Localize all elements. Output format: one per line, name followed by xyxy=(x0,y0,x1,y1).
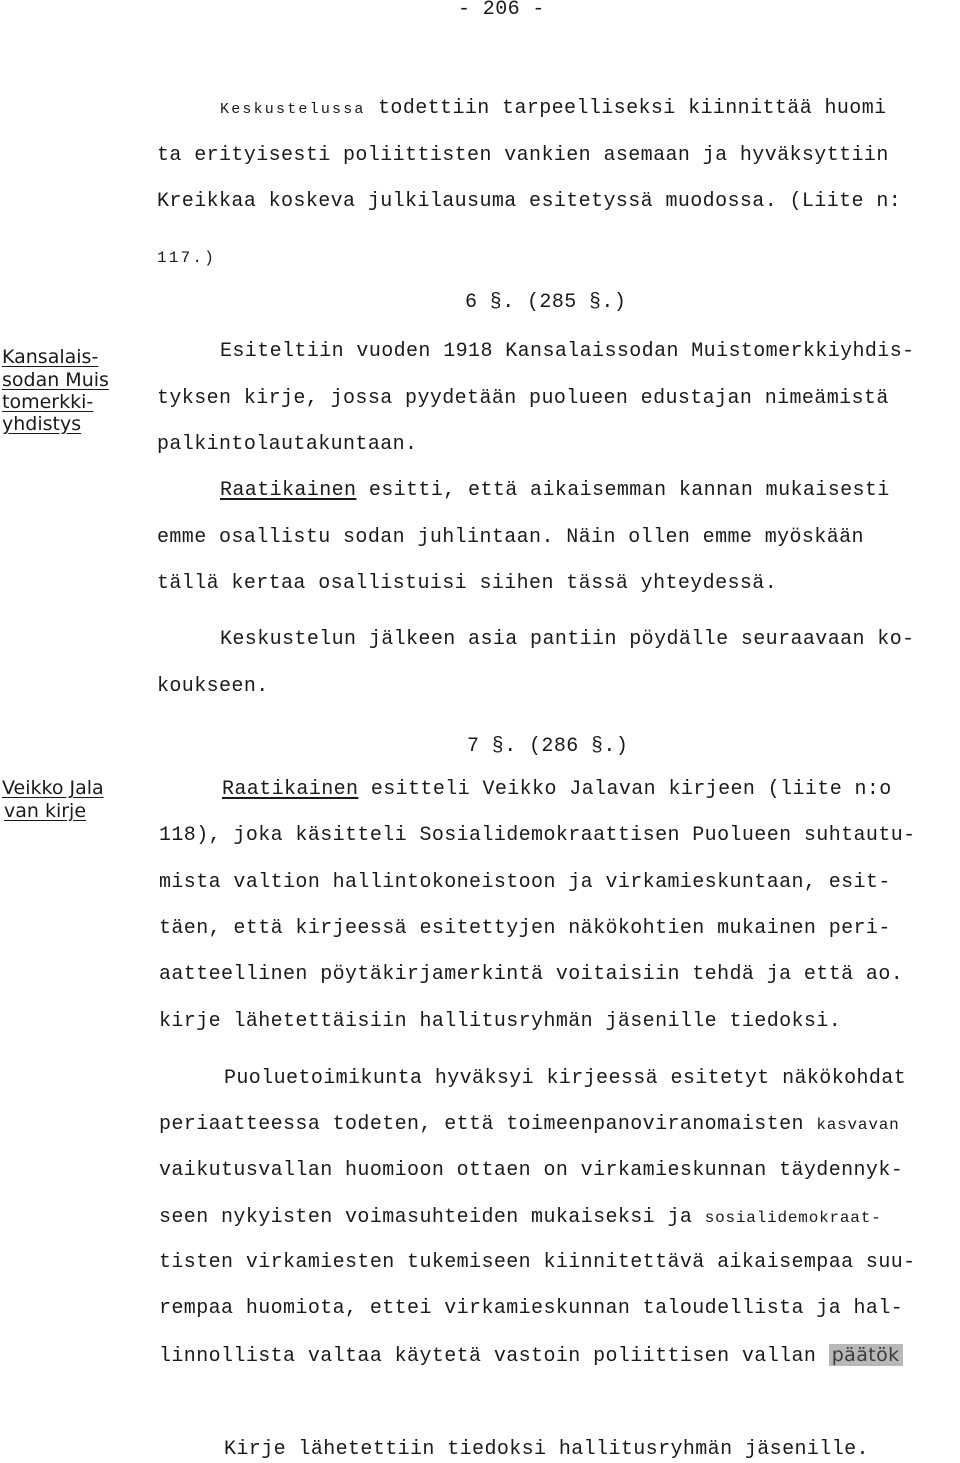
p1-line-1-rest: todettiin tarpeelliseksi kiinnittää huomi xyxy=(365,97,887,120)
section-7-para-1-line-4: täen, että kirjeessä esitettyjen näkökohtien mukainen peri- xyxy=(159,917,891,940)
section-6-margin-line-4: yhdistys xyxy=(2,413,82,435)
section-6-para-1-line-3: palkintolautakuntaan. xyxy=(157,433,418,456)
speaker-name: Raatikainen xyxy=(220,479,357,502)
section-6-para-2-line-3: tällä kertaa osallistuisi siihen tässä yhteydessä. xyxy=(157,572,778,595)
section-6-para-2-line-1 xyxy=(220,479,890,503)
section-6-para-3-line-1: Keskustelun jälkeen asia pantiin pöydälle seuraavaan ko- xyxy=(220,628,915,651)
section-7-para-1-line-1-rest: esitteli Veikko Jalavan kirjeen (liite n:o xyxy=(358,778,892,801)
section-7-margin-line-1: Veikko Jala xyxy=(2,777,104,799)
section-7-para-2-line-7-main: linnollista valtaa käytetä vastoin poliittisen vallan xyxy=(159,1345,829,1368)
section-7-para-1-line-2: 118), joka käsitteli Sosialidemokraattisen Puolueen suhtautu- xyxy=(159,824,916,847)
section-7-para-1-line-6: kirje lähetettäisiin hallitusryhmän jäsenille tiedoksi. xyxy=(159,1010,842,1033)
section-7-para-2-line-4-main: seen nykyisten voimasuhteiden mukaiseksi ja xyxy=(159,1206,705,1229)
p1-line-1 xyxy=(220,97,887,122)
p1-line-4: 117.) xyxy=(157,249,217,267)
section-7-para-3: Kirje lähetettiin tiedoksi hallitusryhmän jäsenille. xyxy=(224,1438,869,1461)
section-7-para-2-line-1: Puoluetoimikunta hyväksyi kirjeessä esitetyt näkökohdat xyxy=(224,1067,907,1090)
section-7-para-2-line-6: rempaa huomiota, ettei virkamieskunnan taloudellista ja hal- xyxy=(159,1297,904,1320)
section-7-para-2-line-3: vaikutusvallan huomioon ottaen on virkamieskunnan täydennyk- xyxy=(159,1159,904,1182)
section-6-margin-line-1: Kansalais- xyxy=(2,346,99,368)
p1-line-2: ta erityisesti poliittisten vankien asemaan ja hyväksyttiin xyxy=(157,144,889,167)
section-7-para-1-line-5: aatteellinen pöytäkirjamerkintä voitaisiin tehdä ja että ao. xyxy=(159,963,904,986)
section-6-margin-line-3: tomerkki- xyxy=(2,391,94,413)
section-6-para-1-line-2: tyksen kirje, jossa pyydetään puolueen edustajan nimeämistä xyxy=(157,387,889,410)
section-6-para-1-line-1: Esiteltiin vuoden 1918 Kansalaissodan Muistomerkkiyhdis- xyxy=(220,340,915,363)
speaker-name: Raatikainen xyxy=(222,778,359,801)
section-7-para-2-line-2-main: periaatteessa todeten, että toimeenpanoviranomaisten xyxy=(159,1113,817,1136)
section-6-heading: 6 §. (285 §.) xyxy=(465,291,627,314)
section-6-margin-line-2: sodan Muis xyxy=(2,369,109,391)
section-7-para-1-line-3: mista valtion hallintokoneistoon ja virkamieskuntaan, esit- xyxy=(159,871,891,894)
page-number: - 206 - xyxy=(458,0,545,21)
section-7-para-2-line-2 xyxy=(159,1113,900,1137)
redacted-word-stamp: päätök xyxy=(829,1344,903,1366)
section-7-para-2-line-4 xyxy=(159,1206,882,1230)
section-6-para-3-line-2: koukseen. xyxy=(157,675,269,698)
section-7-para-2-line-2-end: kasvavan xyxy=(816,1116,900,1134)
section-6-para-2-line-1-rest: esitti, että aikaisemman kannan mukaisesti xyxy=(356,479,890,502)
section-7-para-2-line-4-end: sosialidemokraat- xyxy=(704,1209,882,1227)
section-7-para-2-line-7 xyxy=(159,1344,903,1369)
p1-line-3: Kreikkaa koskeva julkilausuma esitetyssä muodossa. (Liite n: xyxy=(157,190,902,213)
section-7-para-1-line-1 xyxy=(222,778,892,802)
p1-line-1-lead: Keskustelussa xyxy=(220,101,366,118)
section-7-para-2-line-5: tisten virkamiesten tukemiseen kiinnitettävä aikaisempaa suu- xyxy=(159,1251,916,1274)
section-6-para-2-line-2: emme osallistu sodan juhlintaan. Näin ollen emme myöskään xyxy=(157,526,864,549)
section-7-margin-line-2: van kirje xyxy=(4,800,87,822)
section-7-heading: 7 §. (286 §.) xyxy=(467,735,629,758)
